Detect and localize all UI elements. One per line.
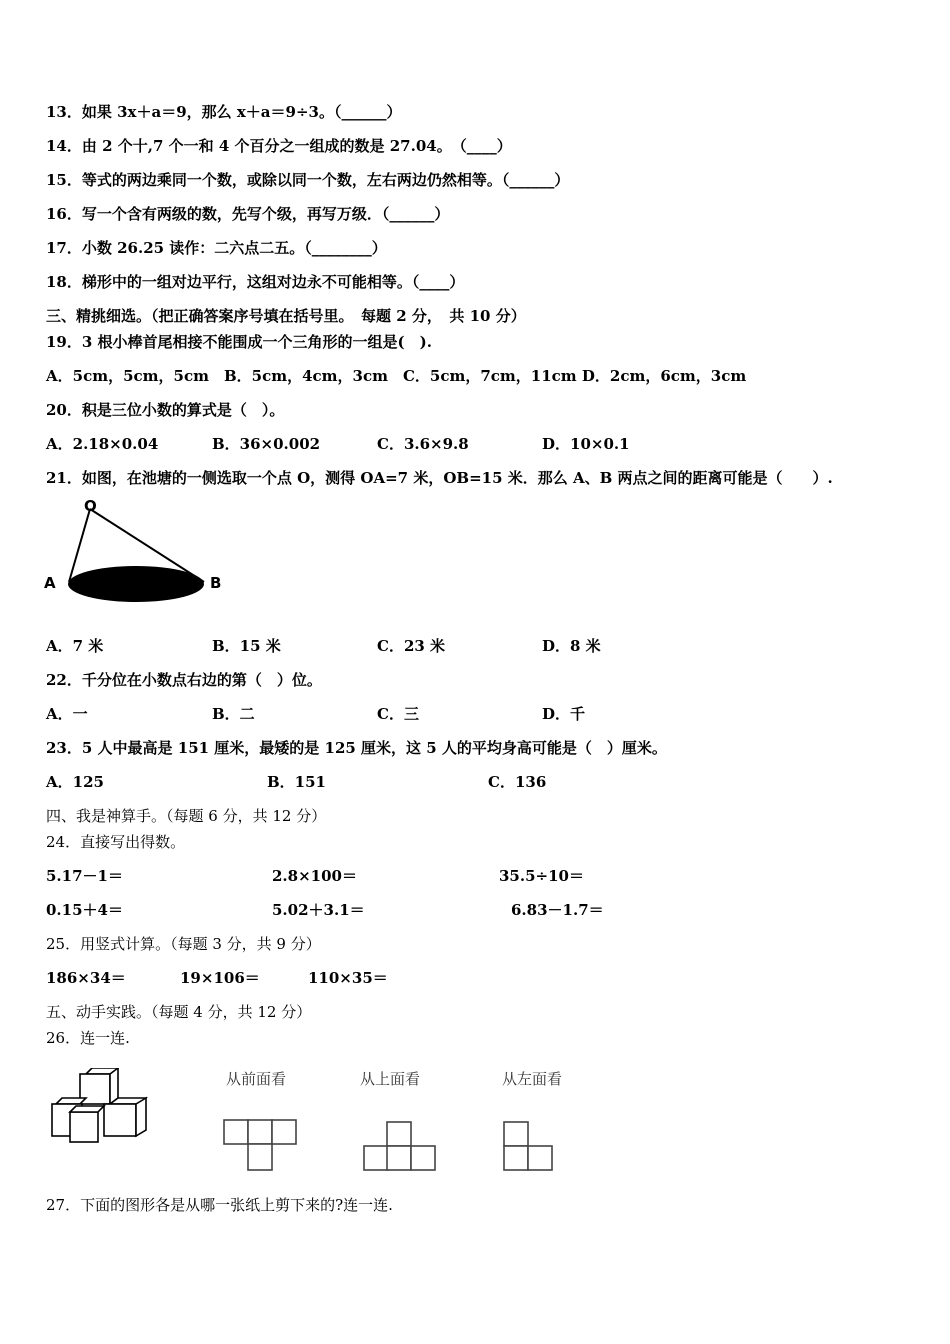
q22-option-d: D．千 bbox=[542, 705, 586, 723]
vertical-calc-item: 186×34＝ bbox=[46, 969, 126, 987]
question-24: 24．直接写出得数。 bbox=[46, 833, 186, 851]
calc-item: 2.8×100＝ bbox=[272, 867, 357, 885]
question-20: 20．积是三位小数的算式是（ ）。 bbox=[46, 401, 285, 419]
q20-option-b: B．36×0.002 bbox=[212, 435, 321, 453]
line-oa bbox=[69, 509, 90, 582]
cube-stack-figure bbox=[50, 1068, 160, 1148]
section-4-heading: 四、我是神算手。（每题 6 分，共 12 分） bbox=[46, 807, 327, 825]
question-21: 21．如图，在池塘的一侧选取一个点 O，测得 OA=7 米，OB=15 米．那么 A、B 两点之间的距离可能是（ ）. bbox=[46, 469, 833, 487]
question-17: 17．小数 26.25 读作：二六点二五。（________） bbox=[46, 239, 387, 257]
q22-option-a: A．一 bbox=[46, 705, 88, 723]
q22-option-c: C．三 bbox=[377, 705, 419, 723]
question-18: 18．梯形中的一组对边平行，这组对边永不可能相等。（____） bbox=[46, 273, 465, 291]
q21-option-b: B．15 米 bbox=[212, 637, 281, 655]
question-25: 25．用竖式计算。（每题 3 分，共 9 分） bbox=[46, 935, 321, 953]
section-3-heading: 三、精挑细选。（把正确答案序号填在括号里。 每题 2 分， 共 10 分） bbox=[46, 307, 526, 325]
calc-item: 0.15＋4＝ bbox=[46, 901, 123, 919]
vertical-calc-item: 110×35＝ bbox=[308, 969, 388, 987]
view-shape-1 bbox=[222, 1118, 302, 1174]
calc-item: 5.02＋3.1＝ bbox=[272, 901, 365, 919]
question-14: 14．由 2 个十,7 个一和 4 个百分之一组成的数是 27.04。 （____） bbox=[46, 137, 512, 155]
pond-ellipse bbox=[68, 566, 204, 602]
view-shape-2 bbox=[362, 1120, 442, 1176]
question-19-options: A．5cm，5cm，5cm B．5cm，4cm，3cm C．5cm，7cm，11cm D．2cm，6cm，3cm bbox=[46, 367, 747, 385]
question-23: 23．5 人中最高是 151 厘米，最矮的是 125 厘米，这 5 人的平均身高可能是（ ）厘米。 bbox=[46, 739, 667, 757]
question-13: 13．如果 3x＋a＝9，那么 x＋a＝9÷3。（______） bbox=[46, 103, 402, 121]
question-15: 15．等式的两边乘同一个数，或除以同一个数，左右两边仍然相等。（______） bbox=[46, 171, 570, 189]
question-19: 19．3 根小棒首尾相接不能围成一个三角形的一组是( ). bbox=[46, 333, 432, 351]
view-label-top: 从上面看 bbox=[360, 1070, 421, 1088]
label-b: B bbox=[210, 574, 222, 592]
view-shape-3 bbox=[500, 1120, 560, 1176]
label-a: A bbox=[44, 574, 56, 592]
calc-item: 35.5÷10＝ bbox=[499, 867, 584, 885]
section-5-heading: 五、动手实践。（每题 4 分，共 12 分） bbox=[46, 1003, 312, 1021]
q20-option-d: D．10×0.1 bbox=[542, 435, 630, 453]
q23-option-b: B．151 bbox=[267, 773, 326, 791]
q23-option-a: A．125 bbox=[46, 773, 104, 791]
question-26: 26．连一连. bbox=[46, 1029, 130, 1047]
pond-figure bbox=[38, 493, 238, 613]
q20-option-a: A．2.18×0.04 bbox=[46, 435, 159, 453]
calc-item: 5.17－1＝ bbox=[46, 867, 123, 885]
q22-option-b: B．二 bbox=[212, 705, 255, 723]
calc-item: 6.83－1.7＝ bbox=[511, 901, 604, 919]
question-22: 22．千分位在小数点右边的第（ ）位。 bbox=[46, 671, 322, 689]
vertical-calc-item: 19×106＝ bbox=[180, 969, 260, 987]
view-label-front: 从前面看 bbox=[226, 1070, 287, 1088]
q21-option-d: D．8 米 bbox=[542, 637, 601, 655]
view-label-left: 从左面看 bbox=[502, 1070, 563, 1088]
q21-option-a: A．7 米 bbox=[46, 637, 104, 655]
question-27: 27．下面的图形各是从哪一张纸上剪下来的?连一连. bbox=[46, 1196, 393, 1214]
question-16: 16．写一个含有两级的数，先写个级，再写万级．（______） bbox=[46, 205, 450, 223]
q23-option-c: C．136 bbox=[488, 773, 547, 791]
q20-option-c: C．3.6×9.8 bbox=[377, 435, 469, 453]
label-o: O bbox=[84, 497, 97, 515]
q21-option-c: C．23 米 bbox=[377, 637, 446, 655]
